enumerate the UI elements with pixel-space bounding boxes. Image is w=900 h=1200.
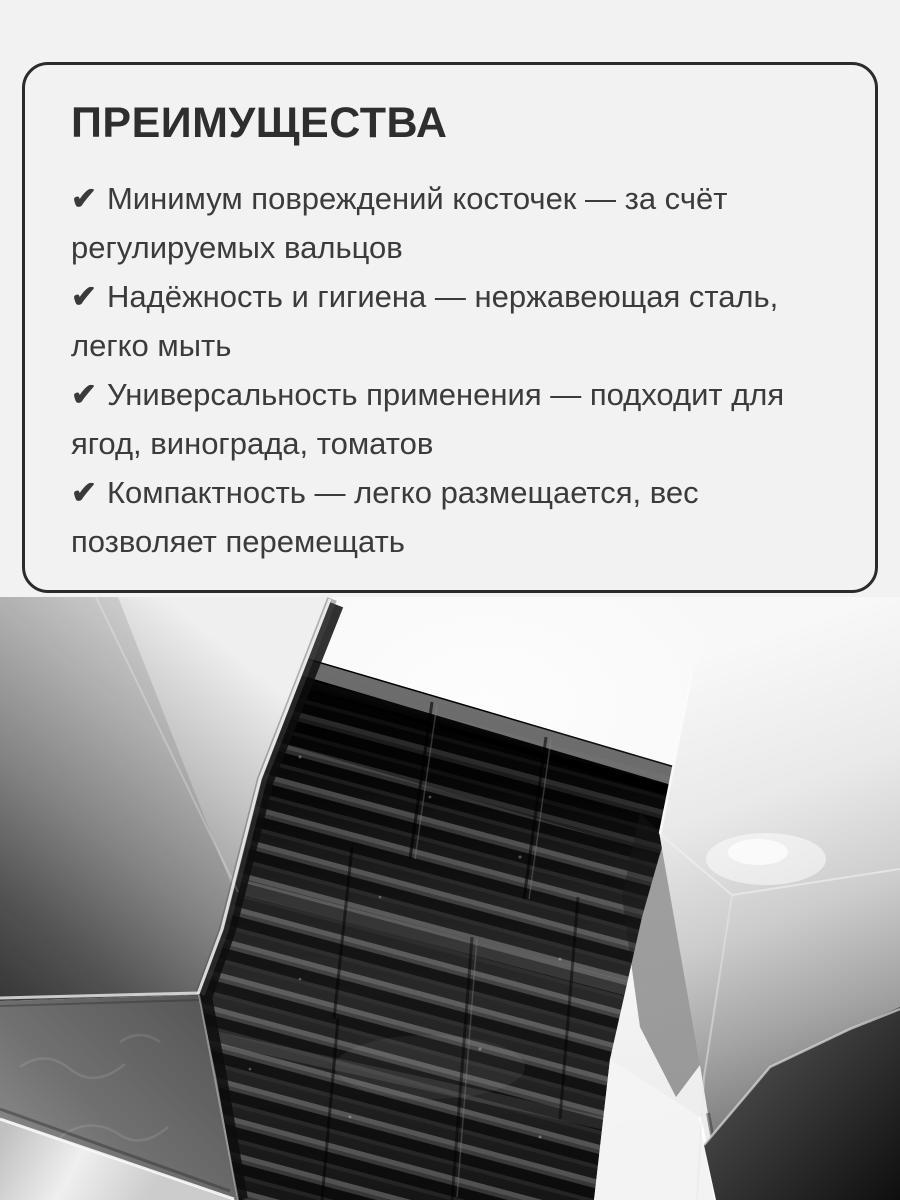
check-icon: ✔ [71,377,97,413]
check-icon: ✔ [71,475,97,511]
advantage-item [71,468,835,566]
advantage-text: Минимум повреждений косточек — за счёт регулируемых вальцов [71,181,728,266]
advantage-text: Надёжность и гигиена — нержавеющая сталь, легко мыть [71,279,779,364]
card-title: ПРЕИМУЩЕСТВА [71,99,448,147]
advantage-text: Универсальность применения — подходит для ягод, винограда, томатов [71,377,785,462]
advantages-card [22,62,878,593]
check-icon: ✔ [71,279,97,315]
advantage-item [71,174,835,272]
advantages-list [71,174,835,566]
advantage-text: Компактность — легко размещается, вес позволяет перемещать [71,475,699,560]
advantage-item [71,272,835,370]
left-lower-panel [0,993,238,1200]
product-photo [0,597,900,1200]
check-icon: ✔ [71,181,97,217]
advantage-item [71,370,835,468]
crusher-photo-svg [0,597,900,1200]
